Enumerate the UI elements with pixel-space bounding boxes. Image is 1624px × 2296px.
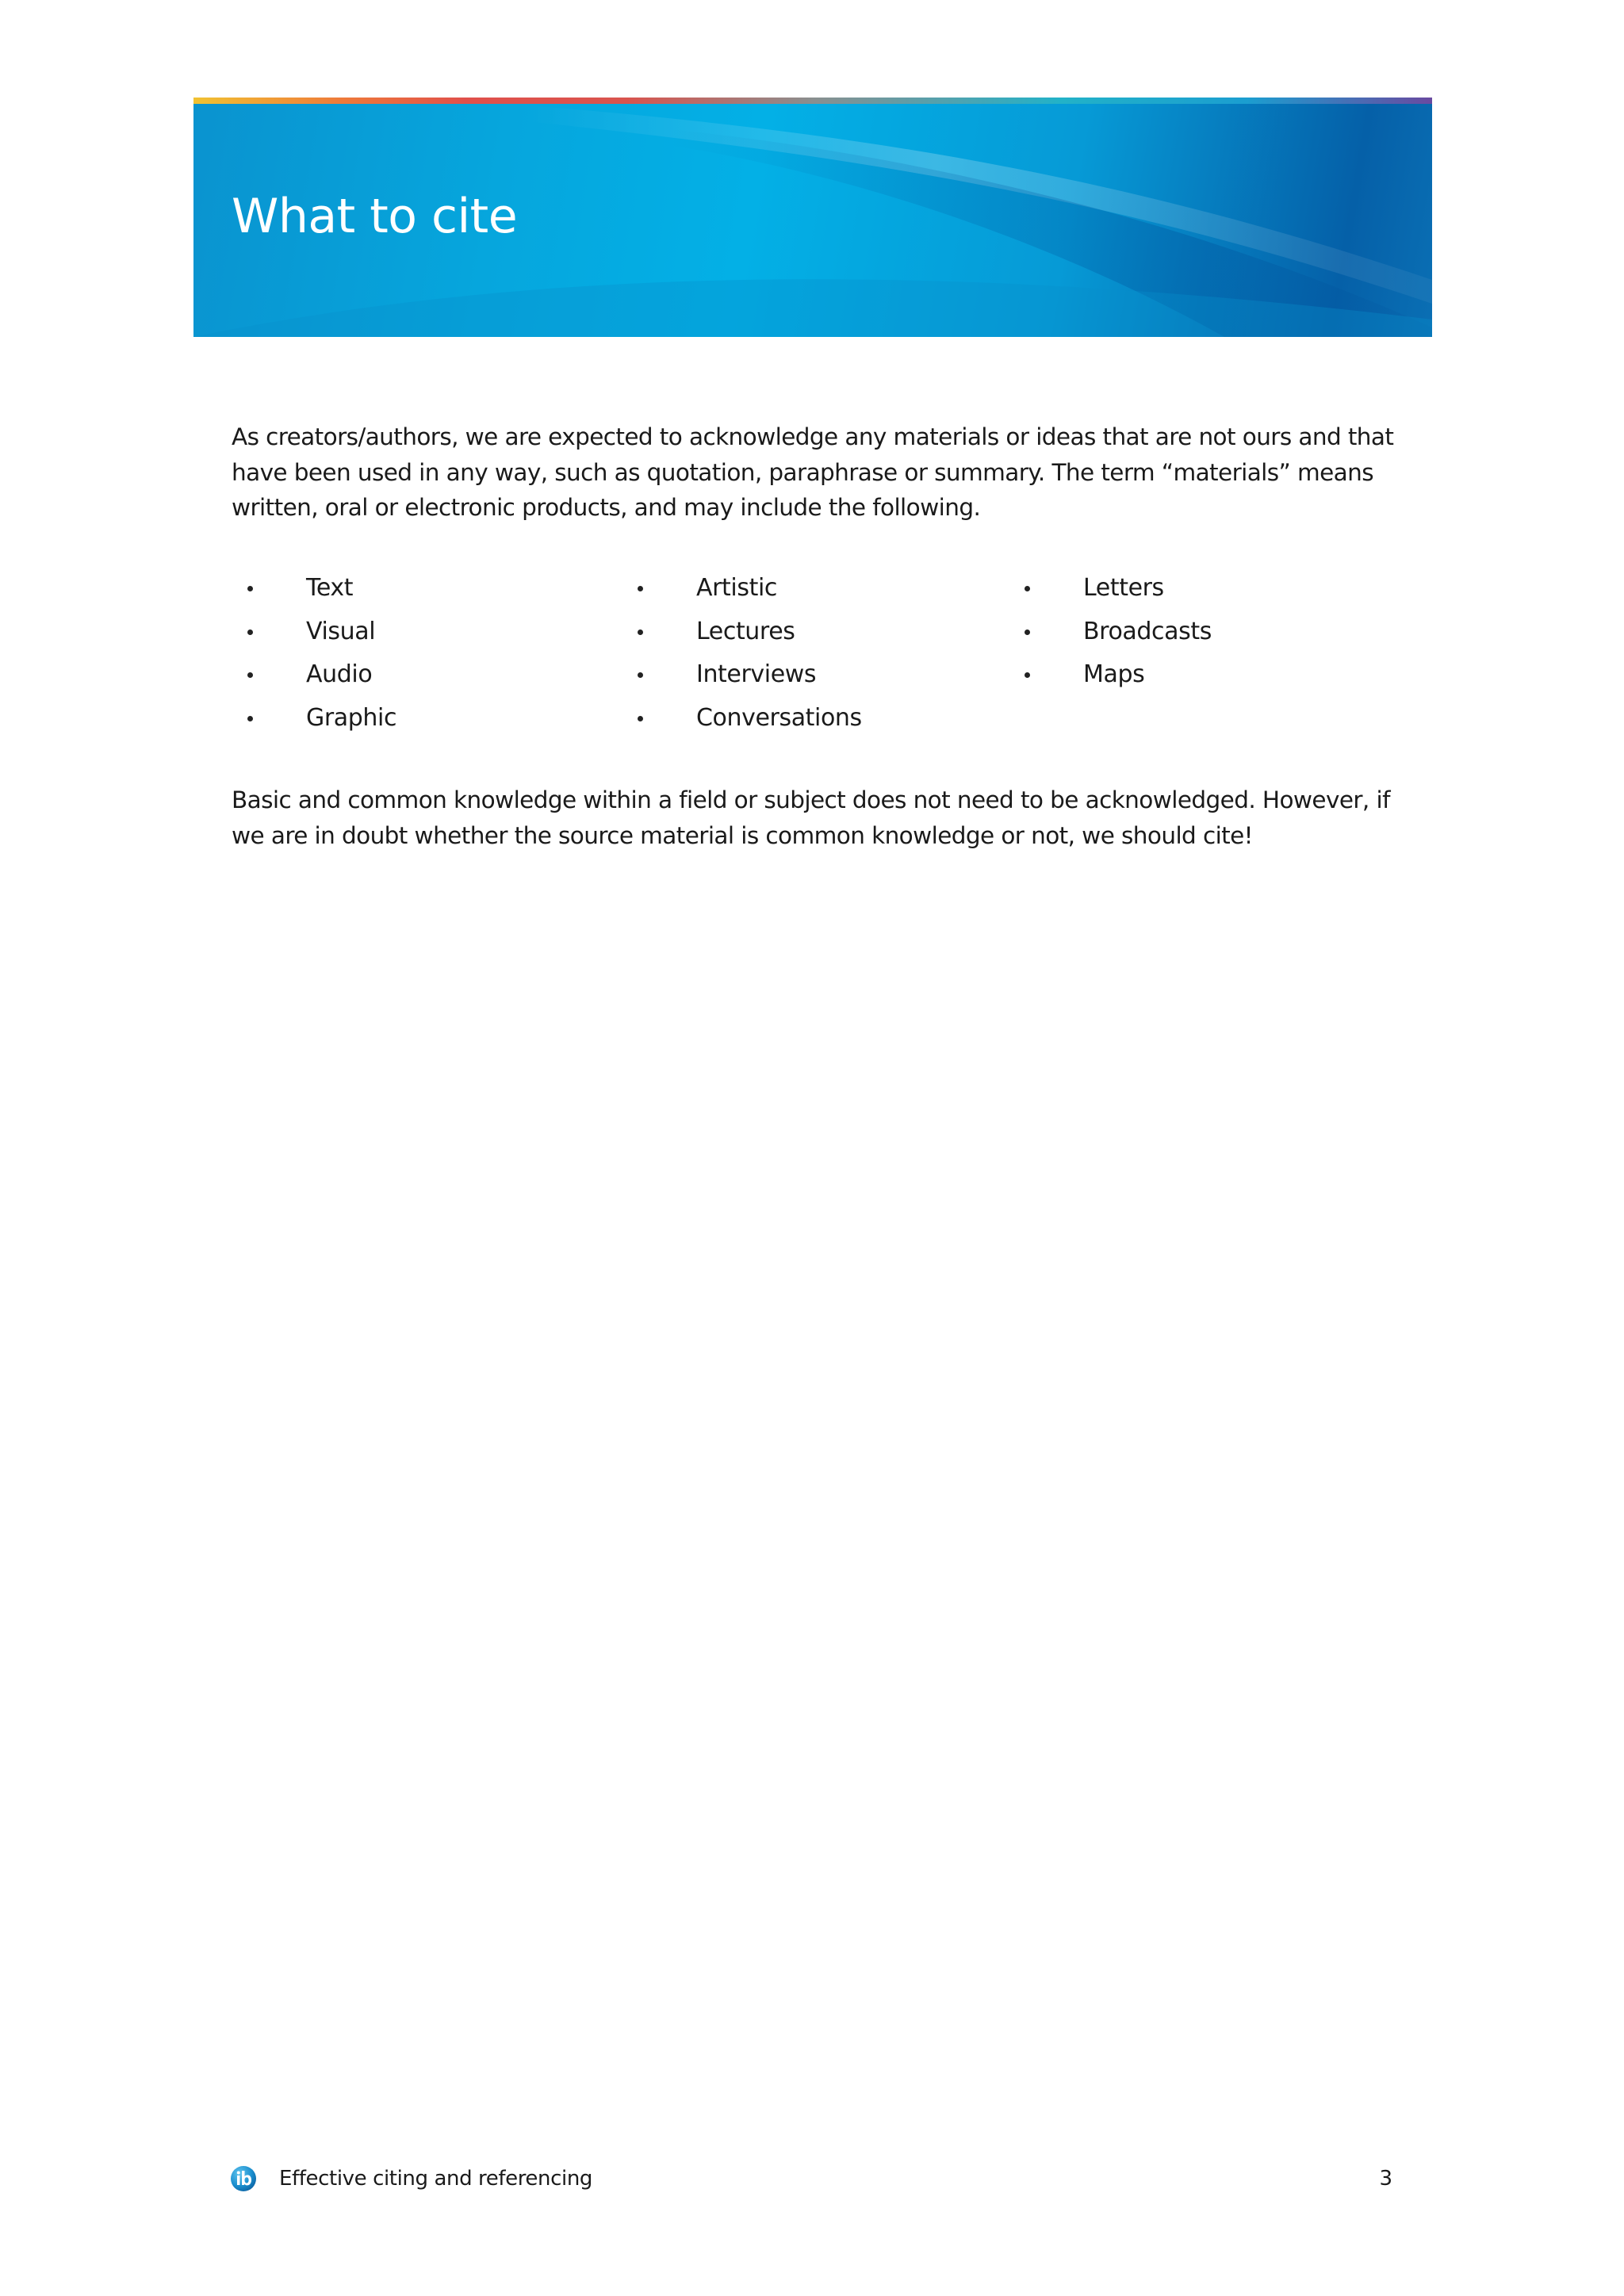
bullet-icon	[247, 629, 253, 635]
closing-paragraph: Basic and common knowledge within a field or subject does not need to be acknowledged. However, if we are in doubt whether the source material is common knowledge or not, we should cite!	[232, 786, 1390, 849]
ib-logo-icon	[230, 2165, 257, 2192]
list-item-label: Artistic	[696, 574, 777, 602]
footer-document-title: Effective citing and referencing	[279, 2167, 593, 2191]
list-item-label: Conversations	[696, 703, 862, 732]
intro-paragraph: As creators/authors, we are expected to acknowledge any materials or ideas that are not ours and that have been used in any way, such as quotation, paraphrase or summary. The term “materials” means written, oral or electronic products, and may include the following.	[232, 423, 1394, 521]
bullet-icon	[1025, 629, 1030, 635]
list-item-label: Broadcasts	[1083, 617, 1212, 645]
header-banner	[193, 98, 1432, 337]
bullet-icon	[247, 716, 253, 721]
bullet-icon	[1025, 586, 1030, 591]
list-item-label: Maps	[1083, 660, 1145, 688]
page-number: 3	[1379, 2167, 1392, 2191]
page-title: What to cite	[232, 189, 518, 244]
list-item-label: Visual	[306, 617, 376, 645]
bullet-icon	[247, 586, 253, 591]
bullet-icon	[638, 586, 643, 591]
page-footer	[230, 2165, 1396, 2194]
list-item-label: Letters	[1083, 574, 1164, 602]
bullet-icon	[247, 672, 253, 678]
list-item-label: Interviews	[696, 660, 817, 688]
list-item-label: Graphic	[306, 703, 397, 732]
bullet-icon	[1025, 672, 1030, 678]
bullet-icon	[638, 629, 643, 635]
list-item-label: Audio	[306, 660, 373, 688]
list-item-label: Text	[306, 574, 354, 602]
list-item-label: Lectures	[696, 617, 795, 645]
bullet-icon	[638, 672, 643, 678]
bullet-icon	[638, 716, 643, 721]
